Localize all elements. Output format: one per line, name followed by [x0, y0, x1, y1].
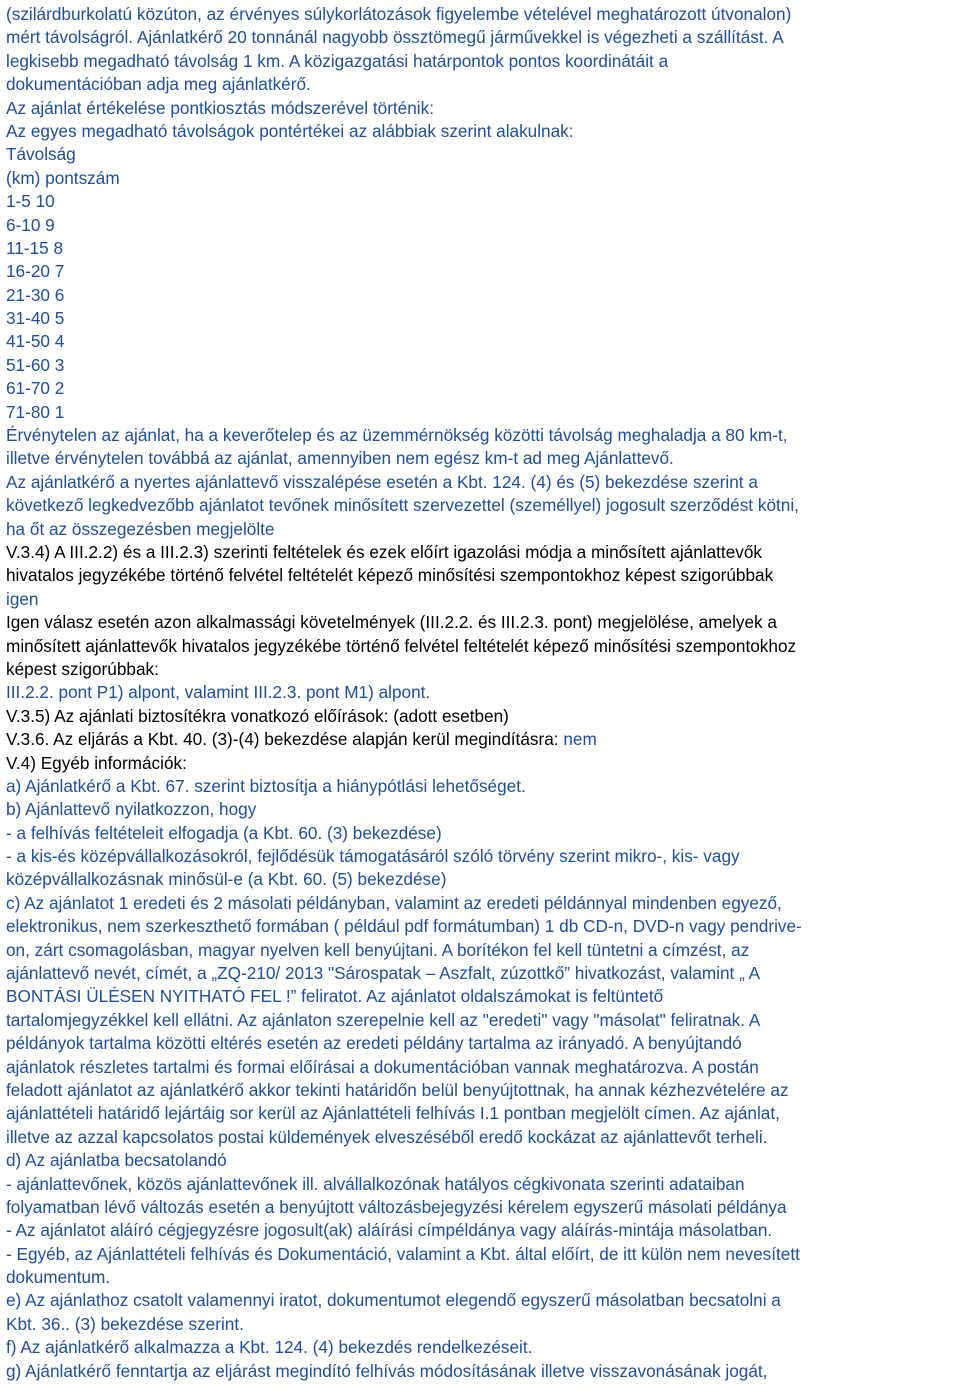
text-line	[6, 1149, 956, 1172]
text-line	[6, 752, 956, 775]
text-segment: Az ajánlatkérő a nyertes ajánlattevő visszalépése esetén a Kbt. 124.	[6, 471, 526, 492]
text-segment: példányok tartalma közötti eltérés esetén az eredeti példány tartalma az irányadó. A benyújtandó	[6, 1033, 742, 1054]
text-segment: középvállalkozásnak minősül-e (a Kbt. 60.	[6, 869, 327, 890]
text-line	[6, 1336, 956, 1359]
text-line	[6, 190, 956, 213]
text-line	[6, 1079, 956, 1102]
text-segment: - Az ajánlatot aláíró cégjegyzésre jogosult(ak) aláírási címpéldánya vagy aláírás-mintája másolatban.	[6, 1220, 773, 1241]
text-segment: III.2.2. pont P1) alpont, valamint III.2.3. pont M1) alpont.	[6, 682, 431, 703]
text-segment: (szilárdburkolatú közúton, az érvényes súlykorlátozások figyelembe vételével meghatározott útvonalon)	[6, 4, 792, 24]
text-segment: (3) bekezdése)	[322, 822, 442, 843]
text-line	[6, 1243, 956, 1266]
text-segment: 51-60 3	[6, 354, 65, 375]
text-line	[6, 284, 956, 307]
text-line	[6, 892, 956, 915]
text-segment: 16-20 7	[6, 261, 65, 282]
text-segment: elektronikus, nem szerkeszthető formában ( például pdf formátumban) 1 db CD-n, DVD-n vagy pendrive-	[6, 916, 802, 937]
text-segment: minősített ajánlattevők hivatalos jegyzékébe történő felvétel feltételét képező minősítési szempontokhoz	[6, 635, 797, 656]
text-segment: - a felhívás feltételeit elfogadja (a Kbt. 60.	[6, 822, 323, 843]
text-segment: szerint biztosítja a hiánypótlási lehetőséget.	[189, 775, 526, 796]
text-segment: b) Ajánlattevő nyilatkozzon, hogy	[6, 799, 257, 820]
text-line	[6, 822, 956, 845]
text-line	[6, 705, 956, 728]
text-segment: illetve érvénytelen továbbá az ajánlat, amennyiben nem egész km-t ad meg Ajánlattevő.	[6, 448, 674, 469]
text-line	[6, 260, 956, 283]
text-segment: V.3.4) A III.2.2) és a III.2.3) szerinti feltételek és ezek előírt igazolási módja a minősített ajánlattevők	[6, 541, 763, 562]
text-line	[6, 237, 956, 260]
text-line	[6, 635, 956, 658]
text-segment: on, zárt csomagolásban, magyar nyelven kell benyújtani. A borítékon fel kell tüntetni a címzést, az	[6, 939, 750, 960]
text-segment: ajánlattételi határidő lejártáig sor kerül az Ajánlattételi felhívás I.1 pontban megjelölt címen. Az ajánlat,	[6, 1103, 780, 1124]
text-segment: - ajánlattevőnek, közös ajánlattevőnek ill. alvállalkozónak hatályos cégkivonata szerinti adataiban	[6, 1173, 745, 1194]
text-segment: 31-40 5	[6, 308, 65, 329]
text-line	[6, 330, 956, 353]
text-segment: legkisebb megadható távolság 1 km. A közigazgatási határpontok pontos koordinátáit a	[6, 50, 669, 71]
text-segment: Az egyes megadható távolságok pontértékei az alábbiak szerint alakulnak:	[6, 120, 574, 141]
text-segment: g) Ajánlatkérő fenntartja az eljárást megindító felhívás módosításának illetve visszavonásának jogát,	[6, 1360, 768, 1381]
text-segment: f) Az ajánlatkérő alkalmazza a Kbt. 124.	[6, 1337, 308, 1358]
text-segment: illetve az azzal kapcsolatos postai küldemények elveszéséből eredő kockázat az ajánlattevőt terheli.	[6, 1126, 768, 1147]
text-segment: 1-5 10	[6, 191, 55, 212]
text-segment: dokumentum.	[6, 1267, 111, 1288]
text-segment: BONTÁSI ÜLÉSEN NYITHATÓ FEL !” feliratot. Az ajánlatot oldalszámokat is feltüntető	[6, 986, 664, 1007]
text-line	[6, 214, 956, 237]
text-segment: dokumentációban adja meg ajánlatkérő.	[6, 74, 311, 95]
text-line	[6, 3, 956, 26]
text-line	[6, 588, 956, 611]
text-line	[6, 1032, 956, 1055]
text-segment: Igen válasz esetén azon alkalmassági követelmények (III.2.2. és III.2.3. pont) megjelölése, amelyek a	[6, 612, 777, 633]
text-segment: mért távolságról. Ajánlatkérő 20 tonnánál nagyobb össztömegű járművekkel is végezheti a szállítást. A	[6, 27, 784, 48]
text-line	[6, 1219, 956, 1242]
text-line	[6, 1126, 956, 1149]
text-line	[6, 307, 956, 330]
text-segment: V.3.6. Az eljárás a Kbt. 40.	[6, 729, 207, 750]
text-line	[6, 939, 956, 962]
text-segment: (4) bekezdés rendelkezéseit.	[307, 1337, 533, 1358]
text-line	[6, 1173, 956, 1196]
text-line	[6, 1360, 956, 1383]
text-segment: feladott ajánlatot az ajánlatkérő akkor tekinti határidőn belül benyújtottnak, ha annak kézhezvételére az	[6, 1079, 789, 1100]
text-line	[6, 1196, 956, 1219]
text-segment: 61-70 2	[6, 378, 65, 399]
text-segment: következő legkedvezőbb ajánlatot tevőnek minősített szervezettel (személlyel) jogosult szerződést kötni,	[6, 495, 799, 516]
text-line	[6, 611, 956, 634]
text-segment: ajánlattevő nevét, címét, a „ZQ-210/ 2013 "Sárospatak – Aszfalt, zúzottkő” hivatkozást, valamint „ A	[6, 963, 761, 984]
text-line	[6, 564, 956, 587]
text-segment: (4) és (5) bekezdése szerint a	[525, 471, 758, 492]
text-line	[6, 985, 956, 1008]
text-segment: . (3) bekezdése szerint.	[65, 1313, 244, 1334]
text-segment: (5) bekezdése)	[327, 869, 447, 890]
text-line	[6, 845, 956, 868]
text-line	[6, 26, 956, 49]
text-segment: 11-15 8	[6, 237, 64, 258]
text-line	[6, 868, 956, 891]
text-line	[6, 1266, 956, 1289]
text-segment: Az ajánlat értékelése pontkiosztás módszerével történik:	[6, 97, 434, 118]
text-segment: hivatalos jegyzékébe történő felvétel feltételét képező minősítési szempontokhoz képest szigorúbbak	[6, 565, 774, 586]
text-line	[6, 377, 956, 400]
text-segment: Kbt. 36.	[6, 1313, 66, 1334]
text-segment: e) Az ajánlathoz csatolt valamennyi iratot, dokumentumot elegendő egyszerű másolatban becsatolni a	[6, 1290, 781, 1311]
text-segment: d) Az ajánlatba becsatolandó	[6, 1150, 227, 1171]
text-line	[6, 167, 956, 190]
text-segment: a) Ajánlatkérő a Kbt. 67.	[6, 775, 190, 796]
text-line	[6, 424, 956, 447]
text-segment: (3)-(4) bekezdése alapján kerül megindításra:	[206, 729, 564, 750]
text-segment: ha őt az összegezésben megjelölte	[6, 518, 275, 539]
text-segment: Érvénytelen az ajánlat, ha a keverőtelep és az üzemmérnökség közötti távolság meghaladja a 80 km-t,	[6, 425, 788, 446]
text-line	[6, 447, 956, 470]
text-line	[6, 798, 956, 821]
text-segment: c) Az ajánlatot 1 eredeti és 2 másolati példányban, valamint az eredeti példánnyal mindenben egyező,	[6, 892, 782, 913]
text-line	[6, 518, 956, 541]
text-line	[6, 401, 956, 424]
text-line	[6, 1056, 956, 1079]
text-line	[6, 494, 956, 517]
text-segment: V.4) Egyéb információk:	[6, 752, 187, 773]
text-segment: Távolság	[6, 144, 76, 165]
text-line	[6, 1009, 956, 1032]
text-segment: tartalomjegyzékkel kell ellátni. Az ajánlaton szerepelnie kell az "eredeti" vagy "másolat" feliratnak. A	[6, 1009, 761, 1030]
text-segment: ajánlatok részletes tartalmi és formai előírásai a dokumentációban vannak meghatározva. A postán	[6, 1056, 759, 1077]
text-segment: 41-50 4	[6, 331, 65, 352]
text-segment: 71-80 1	[6, 401, 65, 422]
text-line	[6, 658, 956, 681]
text-segment: 21-30 6	[6, 284, 65, 305]
text-line	[6, 775, 956, 798]
text-segment: 6-10 9	[6, 214, 55, 235]
text-segment: igen	[6, 588, 39, 609]
text-line	[6, 541, 956, 564]
text-line	[6, 354, 956, 377]
document-body	[6, 3, 956, 1383]
text-line	[6, 681, 956, 704]
text-line	[6, 1102, 956, 1125]
text-line	[6, 73, 956, 96]
text-line	[6, 50, 956, 73]
text-segment: V.3.5) Az ajánlati biztosítékra vonatkozó előírások: (adott esetben)	[6, 705, 509, 726]
text-line	[6, 471, 956, 494]
text-line	[6, 1313, 956, 1336]
text-segment: folyamatban lévő változás esetén a benyújtott változásbejegyzési kérelem egyszerű másolati példánya	[6, 1196, 787, 1217]
text-line	[6, 915, 956, 938]
text-segment: nem	[563, 729, 597, 750]
text-segment: - Egyéb, az Ajánlattételi felhívás és Dokumentáció, valamint a Kbt. által előírt, de itt külön nem nevesített	[6, 1243, 800, 1264]
text-segment: (km) pontszám	[6, 167, 120, 188]
text-line	[6, 97, 956, 120]
text-line	[6, 962, 956, 985]
text-line	[6, 143, 956, 166]
text-line	[6, 728, 956, 751]
text-segment: képest szigorúbbak:	[6, 658, 159, 679]
text-line	[6, 120, 956, 143]
text-line	[6, 1289, 956, 1312]
text-segment: - a kis-és középvállalkozásokról, fejlődésük támogatásáról szóló törvény szerint mikro-, kis- vagy	[6, 846, 740, 867]
